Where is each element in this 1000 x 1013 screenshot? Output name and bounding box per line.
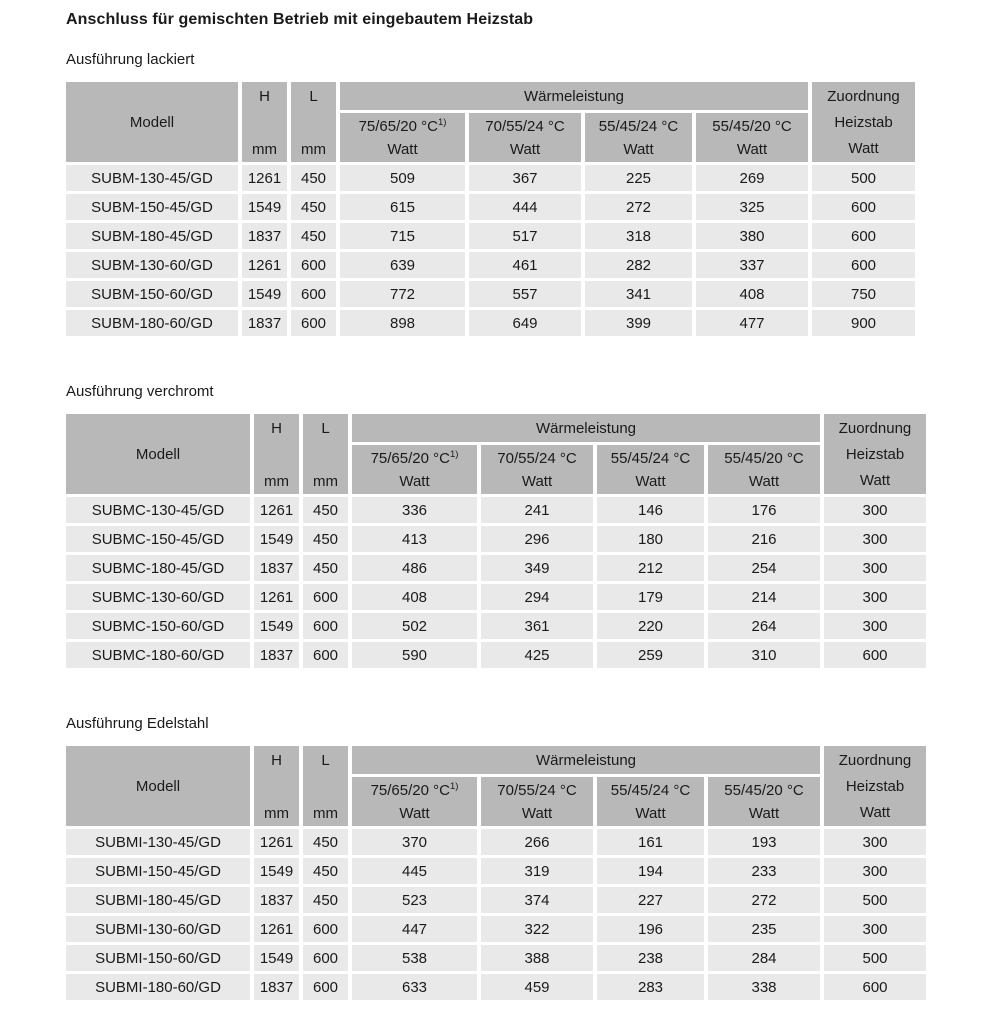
watt-cell: 590	[352, 642, 477, 668]
heizstab-cell: 600	[824, 974, 926, 1000]
heizstab-cell: 600	[824, 642, 926, 668]
heizstab-cell: 300	[824, 858, 926, 884]
model-cell: SUBMC-130-60/GD	[66, 584, 250, 610]
height-cell: 1261	[254, 829, 299, 855]
length-unit-label: mm	[313, 473, 338, 490]
document-page	[66, 10, 980, 1003]
heizstab-cell: 500	[824, 887, 926, 913]
length-cell: 450	[303, 858, 348, 884]
watt-cell: 179	[597, 584, 704, 610]
length-cell: 600	[291, 310, 336, 336]
model-cell: SUBM-130-60/GD	[66, 252, 238, 278]
height-unit-label: mm	[264, 805, 289, 822]
watt-cell: 615	[340, 194, 465, 220]
watt-cell: 538	[352, 945, 477, 971]
watt-cell: 193	[708, 829, 820, 855]
col-header-waermeleistung: Wärmeleistung	[352, 746, 820, 774]
watt-cell: 282	[585, 252, 692, 278]
height-unit-label: mm	[252, 141, 277, 158]
model-cell: SUBMI-150-60/GD	[66, 945, 250, 971]
height-cell: 1837	[254, 642, 299, 668]
temp-label	[481, 779, 593, 802]
watt-cell: 399	[585, 310, 692, 336]
model-cell: SUBM-150-45/GD	[66, 194, 238, 220]
watt-cell: 272	[708, 887, 820, 913]
unit-label: Watt	[399, 804, 430, 822]
height-label: H	[259, 88, 270, 105]
header-row-top	[66, 746, 926, 774]
height-cell: 1837	[242, 223, 287, 249]
col-header-zuordnung	[824, 746, 926, 826]
watt-cell: 266	[481, 829, 593, 855]
model-cell: SUBMI-180-45/GD	[66, 887, 250, 913]
footnote-marker: 1)	[449, 448, 459, 460]
col-header-length	[291, 82, 336, 162]
temp-text: 55/45/24 °C	[598, 117, 679, 135]
watt-cell: 180	[597, 526, 704, 552]
heizstab-cell: 300	[824, 497, 926, 523]
heizstab-cell: 300	[824, 526, 926, 552]
height-cell: 1261	[242, 165, 287, 191]
zuordnung-wrap	[824, 414, 926, 494]
length-label: L	[309, 88, 318, 105]
watt-cell: 477	[696, 310, 808, 336]
col-header-height-wrap	[242, 82, 287, 162]
col-header-length-wrap	[303, 414, 348, 494]
model-cell: SUBMC-180-45/GD	[66, 555, 250, 581]
table-row	[66, 252, 915, 278]
table-row	[66, 165, 915, 191]
table-row	[66, 281, 915, 307]
watt-cell: 227	[597, 887, 704, 913]
watt-cell: 146	[597, 497, 704, 523]
heizstab-cell: 300	[824, 555, 926, 581]
header-row-top	[66, 82, 915, 110]
col-header-length-wrap	[291, 82, 336, 162]
col-header-height	[254, 414, 299, 494]
zuordnung-line: Zuordnung	[838, 420, 912, 437]
watt-cell: 413	[352, 526, 477, 552]
length-cell: 600	[303, 974, 348, 1000]
col-header-waermeleistung: Wärmeleistung	[352, 414, 820, 442]
col-header-height	[254, 746, 299, 826]
spec-table	[62, 743, 930, 1003]
unit-label: Watt	[509, 140, 541, 158]
watt-cell: 264	[708, 613, 820, 639]
length-cell: 600	[303, 945, 348, 971]
length-cell: 600	[303, 642, 348, 668]
watt-cell: 322	[481, 916, 593, 942]
section-subtitle: Ausführung lackiert	[66, 51, 195, 68]
temp-text: 75/65/20 °C	[370, 449, 450, 467]
zuordnung-line: Heizstab	[845, 778, 905, 795]
heizstab-cell: 750	[812, 281, 915, 307]
table-row	[66, 887, 926, 913]
col-header-temp-1	[481, 445, 593, 494]
model-cell: SUBM-150-60/GD	[66, 281, 238, 307]
heizstab-cell: 500	[824, 945, 926, 971]
temp-label	[708, 447, 820, 470]
temp-label	[469, 115, 581, 138]
table-row	[66, 829, 926, 855]
col-header-zuordnung	[812, 82, 915, 162]
length-label: L	[321, 420, 330, 437]
temp-label	[708, 779, 820, 802]
height-cell: 1549	[242, 194, 287, 220]
watt-cell: 337	[696, 252, 808, 278]
unit-label: Watt	[748, 804, 780, 822]
watt-cell: 445	[352, 858, 477, 884]
height-cell: 1549	[254, 858, 299, 884]
length-cell: 450	[291, 223, 336, 249]
watt-cell: 254	[708, 555, 820, 581]
watt-cell: 509	[340, 165, 465, 191]
watt-cell: 557	[469, 281, 581, 307]
col-header-temp-3	[708, 777, 820, 826]
footnote-marker: 1)	[449, 780, 459, 792]
height-cell: 1261	[254, 584, 299, 610]
header-row-top	[66, 414, 926, 442]
length-cell: 450	[303, 829, 348, 855]
model-cell: SUBMC-150-60/GD	[66, 613, 250, 639]
watt-cell: 502	[352, 613, 477, 639]
watt-cell: 194	[597, 858, 704, 884]
unit-label: Watt	[748, 472, 780, 490]
unit-label: Watt	[736, 140, 768, 158]
model-cell: SUBMI-180-60/GD	[66, 974, 250, 1000]
model-cell: SUBM-180-60/GD	[66, 310, 238, 336]
zuordnung-line: Zuordnung	[838, 752, 912, 769]
watt-cell: 425	[481, 642, 593, 668]
watt-cell: 370	[352, 829, 477, 855]
height-label: H	[271, 420, 282, 437]
length-cell: 600	[291, 281, 336, 307]
unit-label: Watt	[635, 804, 666, 822]
heizstab-cell: 300	[824, 916, 926, 942]
model-cell: SUBMC-150-45/GD	[66, 526, 250, 552]
length-cell: 600	[303, 584, 348, 610]
footnote-marker: 1)	[437, 116, 447, 128]
heizstab-cell: 600	[812, 252, 915, 278]
length-cell: 450	[291, 194, 336, 220]
model-cell: SUBMC-130-45/GD	[66, 497, 250, 523]
col-header-temp-0	[352, 777, 477, 826]
watt-cell: 338	[708, 974, 820, 1000]
watt-cell: 220	[597, 613, 704, 639]
col-header-length	[303, 414, 348, 494]
height-cell: 1261	[254, 497, 299, 523]
spec-table	[62, 79, 919, 339]
temp-text: 55/45/20 °C	[724, 781, 804, 799]
col-header-length	[303, 746, 348, 826]
length-cell: 450	[303, 555, 348, 581]
zuordnung-line: Zuordnung	[827, 88, 900, 105]
col-header-temp-1	[481, 777, 593, 826]
watt-cell: 336	[352, 497, 477, 523]
watt-cell: 444	[469, 194, 581, 220]
col-header-waermeleistung: Wärmeleistung	[340, 82, 808, 110]
table-row	[66, 642, 926, 668]
model-cell: SUBM-180-45/GD	[66, 223, 238, 249]
watt-cell: 325	[696, 194, 808, 220]
temp-text: 70/55/24 °C	[497, 781, 577, 799]
watt-cell: 238	[597, 945, 704, 971]
heizstab-cell: 900	[812, 310, 915, 336]
temp-label	[352, 447, 477, 470]
col-header-temp-1	[469, 113, 581, 162]
watt-cell: 461	[469, 252, 581, 278]
table-row	[66, 584, 926, 610]
col-header-modell: Modell	[66, 746, 250, 826]
table-row	[66, 497, 926, 523]
zuordnung-line: Watt	[859, 804, 891, 821]
temp-text: 55/45/20 °C	[724, 449, 804, 467]
temp-label	[340, 115, 465, 138]
table-row	[66, 974, 926, 1000]
watt-cell: 459	[481, 974, 593, 1000]
length-cell: 450	[303, 526, 348, 552]
table-row	[66, 526, 926, 552]
temp-text: 70/55/24 °C	[485, 117, 565, 135]
col-header-temp-3	[708, 445, 820, 494]
col-header-height	[242, 82, 287, 162]
temp-text: 55/45/24 °C	[610, 449, 691, 467]
unit-label: Watt	[399, 472, 430, 490]
watt-cell: 225	[585, 165, 692, 191]
col-header-modell: Modell	[66, 414, 250, 494]
watt-cell: 176	[708, 497, 820, 523]
zuordnung-wrap	[824, 746, 926, 826]
watt-cell: 408	[352, 584, 477, 610]
watt-cell: 319	[481, 858, 593, 884]
unit-label: Watt	[387, 140, 418, 158]
temp-label	[585, 115, 692, 138]
watt-cell: 241	[481, 497, 593, 523]
temp-text: 75/65/20 °C	[358, 117, 438, 135]
unit-label: Watt	[623, 140, 654, 158]
table-row	[66, 613, 926, 639]
table-row	[66, 555, 926, 581]
length-unit-label: mm	[313, 805, 338, 822]
col-header-temp-2	[597, 445, 704, 494]
heizstab-cell: 600	[812, 223, 915, 249]
watt-cell: 214	[708, 584, 820, 610]
zuordnung-line: Watt	[848, 140, 879, 157]
model-cell: SUBM-130-45/GD	[66, 165, 238, 191]
section-subtitle: Ausführung verchromt	[66, 383, 214, 400]
model-cell: SUBMI-150-45/GD	[66, 858, 250, 884]
watt-cell: 341	[585, 281, 692, 307]
heizstab-cell: 600	[812, 194, 915, 220]
temp-label	[352, 779, 477, 802]
watt-cell: 283	[597, 974, 704, 1000]
zuordnung-line: Heizstab	[834, 114, 893, 131]
model-cell: SUBMI-130-45/GD	[66, 829, 250, 855]
col-header-modell: Modell	[66, 82, 238, 162]
watt-cell: 367	[469, 165, 581, 191]
heizstab-cell: 300	[824, 584, 926, 610]
watt-cell: 898	[340, 310, 465, 336]
watt-cell: 649	[469, 310, 581, 336]
zuordnung-line: Heizstab	[845, 446, 905, 463]
temp-label	[696, 115, 808, 138]
height-unit-label: mm	[264, 473, 289, 490]
length-cell: 600	[303, 916, 348, 942]
watt-cell: 523	[352, 887, 477, 913]
watt-cell: 349	[481, 555, 593, 581]
page-title: Anschluss für gemischten Betrieb mit eingebautem Heizstab	[66, 11, 534, 28]
length-cell: 600	[303, 613, 348, 639]
watt-cell: 715	[340, 223, 465, 249]
height-cell: 1549	[242, 281, 287, 307]
length-cell: 450	[303, 887, 348, 913]
spec-table	[62, 411, 930, 671]
col-header-temp-0	[340, 113, 465, 162]
table-row	[66, 945, 926, 971]
table-row	[66, 858, 926, 884]
watt-cell: 408	[696, 281, 808, 307]
temp-text: 55/45/24 °C	[610, 781, 691, 799]
watt-cell: 212	[597, 555, 704, 581]
col-header-temp-2	[585, 113, 692, 162]
zuordnung-wrap	[812, 82, 915, 162]
zuordnung-line: Watt	[859, 472, 891, 489]
table-row	[66, 194, 915, 220]
watt-cell: 259	[597, 642, 704, 668]
watt-cell: 517	[469, 223, 581, 249]
temp-label	[481, 447, 593, 470]
col-header-temp-0	[352, 445, 477, 494]
temp-text: 75/65/20 °C	[370, 781, 450, 799]
watt-cell: 294	[481, 584, 593, 610]
table-row	[66, 223, 915, 249]
watt-cell: 374	[481, 887, 593, 913]
height-cell: 1261	[242, 252, 287, 278]
watt-cell: 233	[708, 858, 820, 884]
temp-label	[597, 779, 704, 802]
height-cell: 1837	[254, 555, 299, 581]
watt-cell: 486	[352, 555, 477, 581]
watt-cell: 235	[708, 916, 820, 942]
unit-label: Watt	[635, 472, 666, 490]
watt-cell: 269	[696, 165, 808, 191]
watt-cell: 380	[696, 223, 808, 249]
watt-cell: 310	[708, 642, 820, 668]
height-cell: 1837	[254, 887, 299, 913]
col-header-height-wrap	[254, 746, 299, 826]
col-header-temp-2	[597, 777, 704, 826]
length-cell: 600	[291, 252, 336, 278]
tables-container	[66, 51, 980, 1003]
height-cell: 1549	[254, 613, 299, 639]
temp-text: 55/45/20 °C	[712, 117, 792, 135]
unit-label: Watt	[521, 472, 553, 490]
length-unit-label: mm	[301, 141, 326, 158]
watt-cell: 447	[352, 916, 477, 942]
height-cell: 1549	[254, 945, 299, 971]
watt-cell: 272	[585, 194, 692, 220]
table-row	[66, 310, 915, 336]
watt-cell: 361	[481, 613, 593, 639]
watt-cell: 388	[481, 945, 593, 971]
col-header-height-wrap	[254, 414, 299, 494]
temp-label	[597, 447, 704, 470]
col-header-temp-3	[696, 113, 808, 162]
watt-cell: 196	[597, 916, 704, 942]
length-label: L	[321, 752, 330, 769]
watt-cell: 284	[708, 945, 820, 971]
height-cell: 1549	[254, 526, 299, 552]
height-cell: 1261	[254, 916, 299, 942]
model-cell: SUBMI-130-60/GD	[66, 916, 250, 942]
watt-cell: 639	[340, 252, 465, 278]
watt-cell: 318	[585, 223, 692, 249]
watt-cell: 772	[340, 281, 465, 307]
watt-cell: 633	[352, 974, 477, 1000]
height-cell: 1837	[242, 310, 287, 336]
table-row	[66, 916, 926, 942]
length-cell: 450	[291, 165, 336, 191]
temp-text: 70/55/24 °C	[497, 449, 577, 467]
watt-cell: 216	[708, 526, 820, 552]
heizstab-cell: 300	[824, 613, 926, 639]
unit-label: Watt	[521, 804, 553, 822]
model-cell: SUBMC-180-60/GD	[66, 642, 250, 668]
length-cell: 450	[303, 497, 348, 523]
watt-cell: 161	[597, 829, 704, 855]
height-cell: 1837	[254, 974, 299, 1000]
col-header-length-wrap	[303, 746, 348, 826]
section-subtitle: Ausführung Edelstahl	[66, 715, 209, 732]
height-label: H	[271, 752, 282, 769]
col-header-zuordnung	[824, 414, 926, 494]
heizstab-cell: 300	[824, 829, 926, 855]
heizstab-cell: 500	[812, 165, 915, 191]
watt-cell: 296	[481, 526, 593, 552]
